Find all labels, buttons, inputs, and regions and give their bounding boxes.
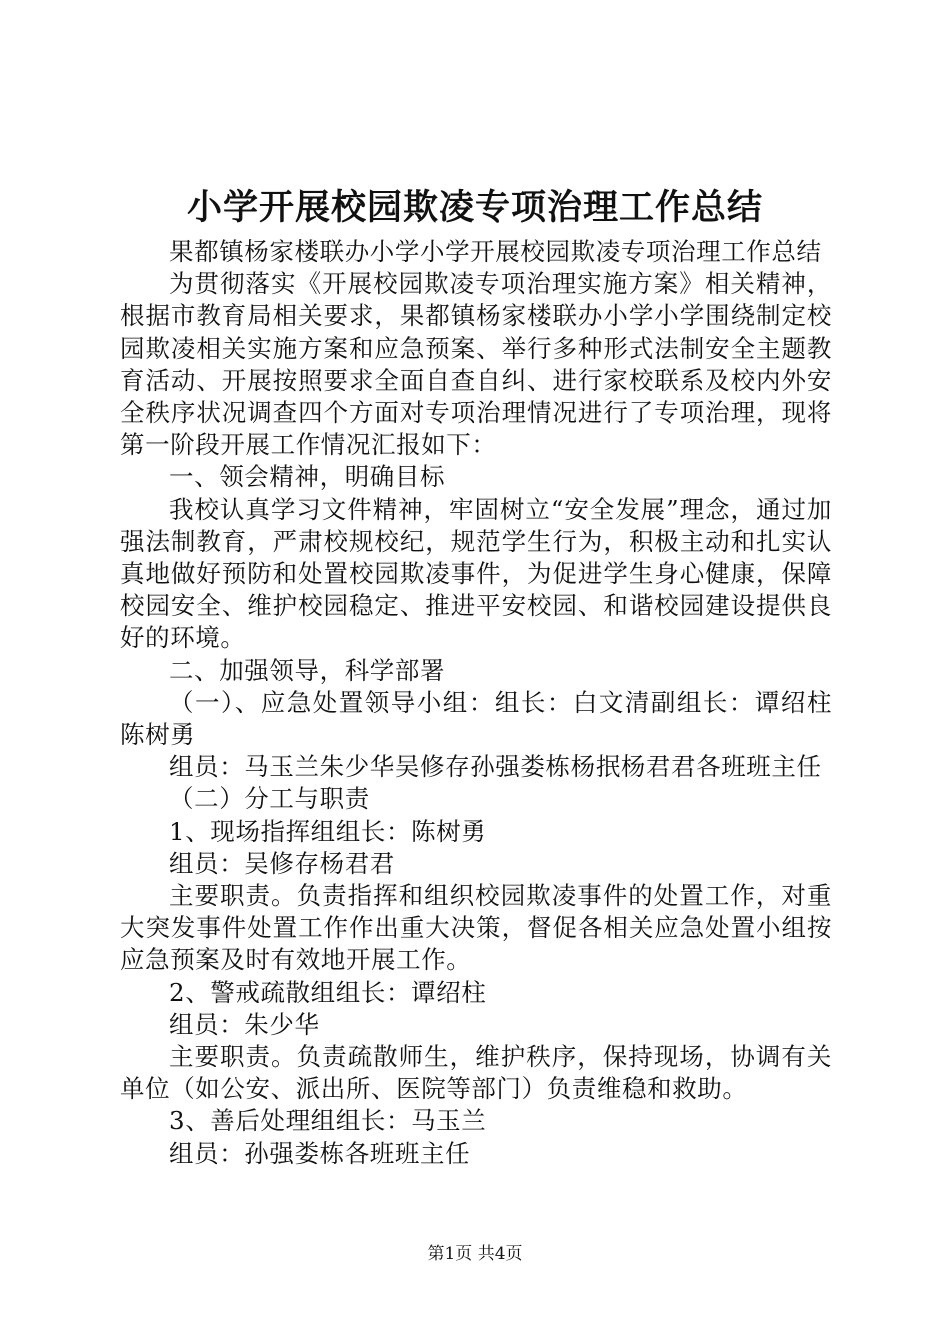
section-heading-2: 二、加强领导，科学部署 [169, 655, 446, 685]
paragraph-aftermath-members: 组员：孙强娄栋各班班主任 [169, 1138, 471, 1168]
document-title: 小学开展校园欺凌专项治理工作总结 [186, 187, 763, 228]
paragraph-intro: 为贯彻落实《开展校园欺凌专项治理实施方案》相关精神，根据市教育局相关要求，果都镇杨家楼联办小学小学围绕制定校园欺凌相关实施方案和应急预案、举行多种形式法制安全主题教育活动、开展按照要求全面自查自纠、进行家校联系及校内外安全秩序状况调查四个方面对专项治理情况进行了专项治理，现将第一阶段开展工作情况汇报如下： [120, 269, 832, 460]
paragraph-aftermath-group: 3、善后处理组组长：马玉兰 [169, 1106, 487, 1136]
paragraph-evacuation-duties: 主要职责。负责疏散师生，维护秩序，保持现场，协调有关单位（如公安、派出所、医院等部门）负责维稳和救助。 [120, 1042, 832, 1104]
paragraph-subtitle: 果都镇杨家楼联办小学小学开展校园欺凌专项治理工作总结 [169, 237, 822, 266]
paragraph-members: 组员：马玉兰朱少华吴修存孙强娄栋杨抿杨君君各班班主任 [169, 752, 822, 782]
paragraph-command-duties: 主要职责。负责指挥和组织校园欺凌事件的处置工作，对重大突发事件处置工作作出重大决策，督促各相关应急处置小组按应急预案及时有效地开展工作。 [120, 881, 832, 975]
page-number-footer: 第1页 共4页 [427, 1244, 523, 1264]
paragraph-leadership-group: （一）、应急处置领导小组：组长：白文清副组长：谭绍柱陈树勇 [120, 687, 832, 750]
paragraph-evacuation-group: 2、警戒疏散组组长：谭绍柱 [169, 977, 487, 1007]
section-heading-1: 一、领会精神，明确目标 [169, 462, 446, 492]
paragraph-evacuation-members: 组员：朱少华 [169, 1009, 320, 1039]
paragraph-command-group: 1、现场指挥组组长：陈树勇 [169, 816, 487, 846]
paragraph-section-1: 我校认真学习文件精神，牢固树立“安全发展”理念，通过加强法制教育，严肃校规校纪，规范学生行为，积极主动和扎实认真地做好预防和处置校园欺凌事件，为促进学生身心健康，保障校园安全、维护校园稳定、推进平安校园、和谐校园建设提供良好的环境。 [120, 494, 832, 653]
subsection-heading-duties: （二）分工与职责 [169, 784, 370, 814]
document-body [120, 236, 832, 1170]
paragraph-command-members: 组员：吴修存杨君君 [169, 848, 395, 878]
